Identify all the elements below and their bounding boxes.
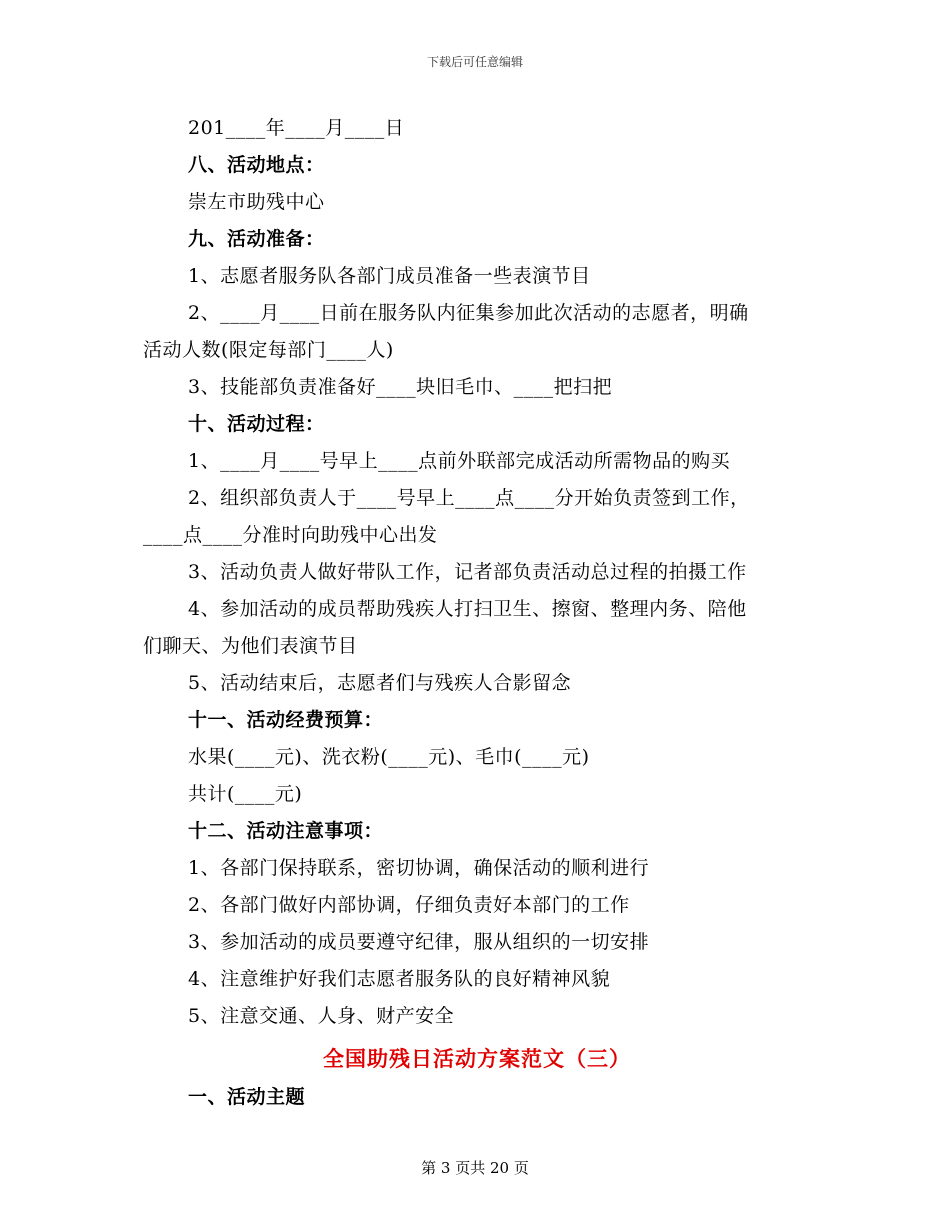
paragraph-line: 5、活动结束后，志愿者们与残疾人合影留念 [188,672,572,694]
paragraph-line: 3、技能部负责准备好____块旧毛巾、____把扫把 [188,376,613,398]
paragraph-line: 1、志愿者服务队各部门成员准备一些表演节目 [188,265,591,287]
section-heading: 八、活动地点： [188,154,325,176]
paragraph-line: 崇左市助残中心 [188,191,325,213]
paragraph-list [143,110,811,1035]
paragraph-line: 们聊天、为他们表演节目 [143,635,358,657]
paragraph-line: 共计(____元) [188,783,303,805]
paragraph-line: 1、____月____号早上____点前外联部完成活动所需物品的购买 [188,450,731,472]
paragraph-line: 2、各部门做好内部协调，仔细负责好本部门的工作 [188,894,630,916]
paragraph-line: 3、活动负责人做好带队工作，记者部负责活动总过程的拍摄工作 [188,561,747,583]
section-heading: 十一、活动经费预算： [188,709,384,731]
section-title: 全国助残日活动方案范文（三） [323,1046,631,1071]
paragraph-line: 4、参加活动的成员帮助残疾人打扫卫生、擦窗、整理内务、陪他 [188,598,747,620]
paragraph-line: 水果(____元)、洗衣粉(____元)、毛巾(____元) [188,746,590,768]
paragraph-line: 5、注意交通、人身、财产安全 [188,1005,455,1027]
paragraph-line: 3、参加活动的成员要遵守纪律，服从组织的一切安排 [188,931,650,953]
page-footer: 第 3 页共 20 页 [421,1159,529,1177]
paragraph-line: 1、各部门保持联系，密切协调，确保活动的顺利进行 [188,857,650,879]
paragraph-line: ____点____分准时向助残中心出发 [143,524,438,546]
document-body [143,110,811,1116]
paragraph-line: 4、注意维护好我们志愿者服务队的良好精神风貌 [188,968,611,990]
paragraph-line: 2、____月____日前在服务队内征集参加此次活动的志愿者，明确 [188,302,749,324]
section-heading: 一、活动主题 [188,1086,306,1108]
paragraph-line: 2、组织部负责人于____号早上____点____分开始负责签到工作， [188,487,750,509]
paragraph-line: 活动人数(限定每部门____人) [143,339,394,361]
page-header: 下载后可任意编辑 [426,55,523,69]
section-heading: 十二、活动注意事项： [188,820,384,842]
section-heading: 九、活动准备： [188,228,325,250]
section-heading: 十、活动过程： [188,413,325,435]
paragraph-line: 201____年____月____日 [188,117,405,139]
